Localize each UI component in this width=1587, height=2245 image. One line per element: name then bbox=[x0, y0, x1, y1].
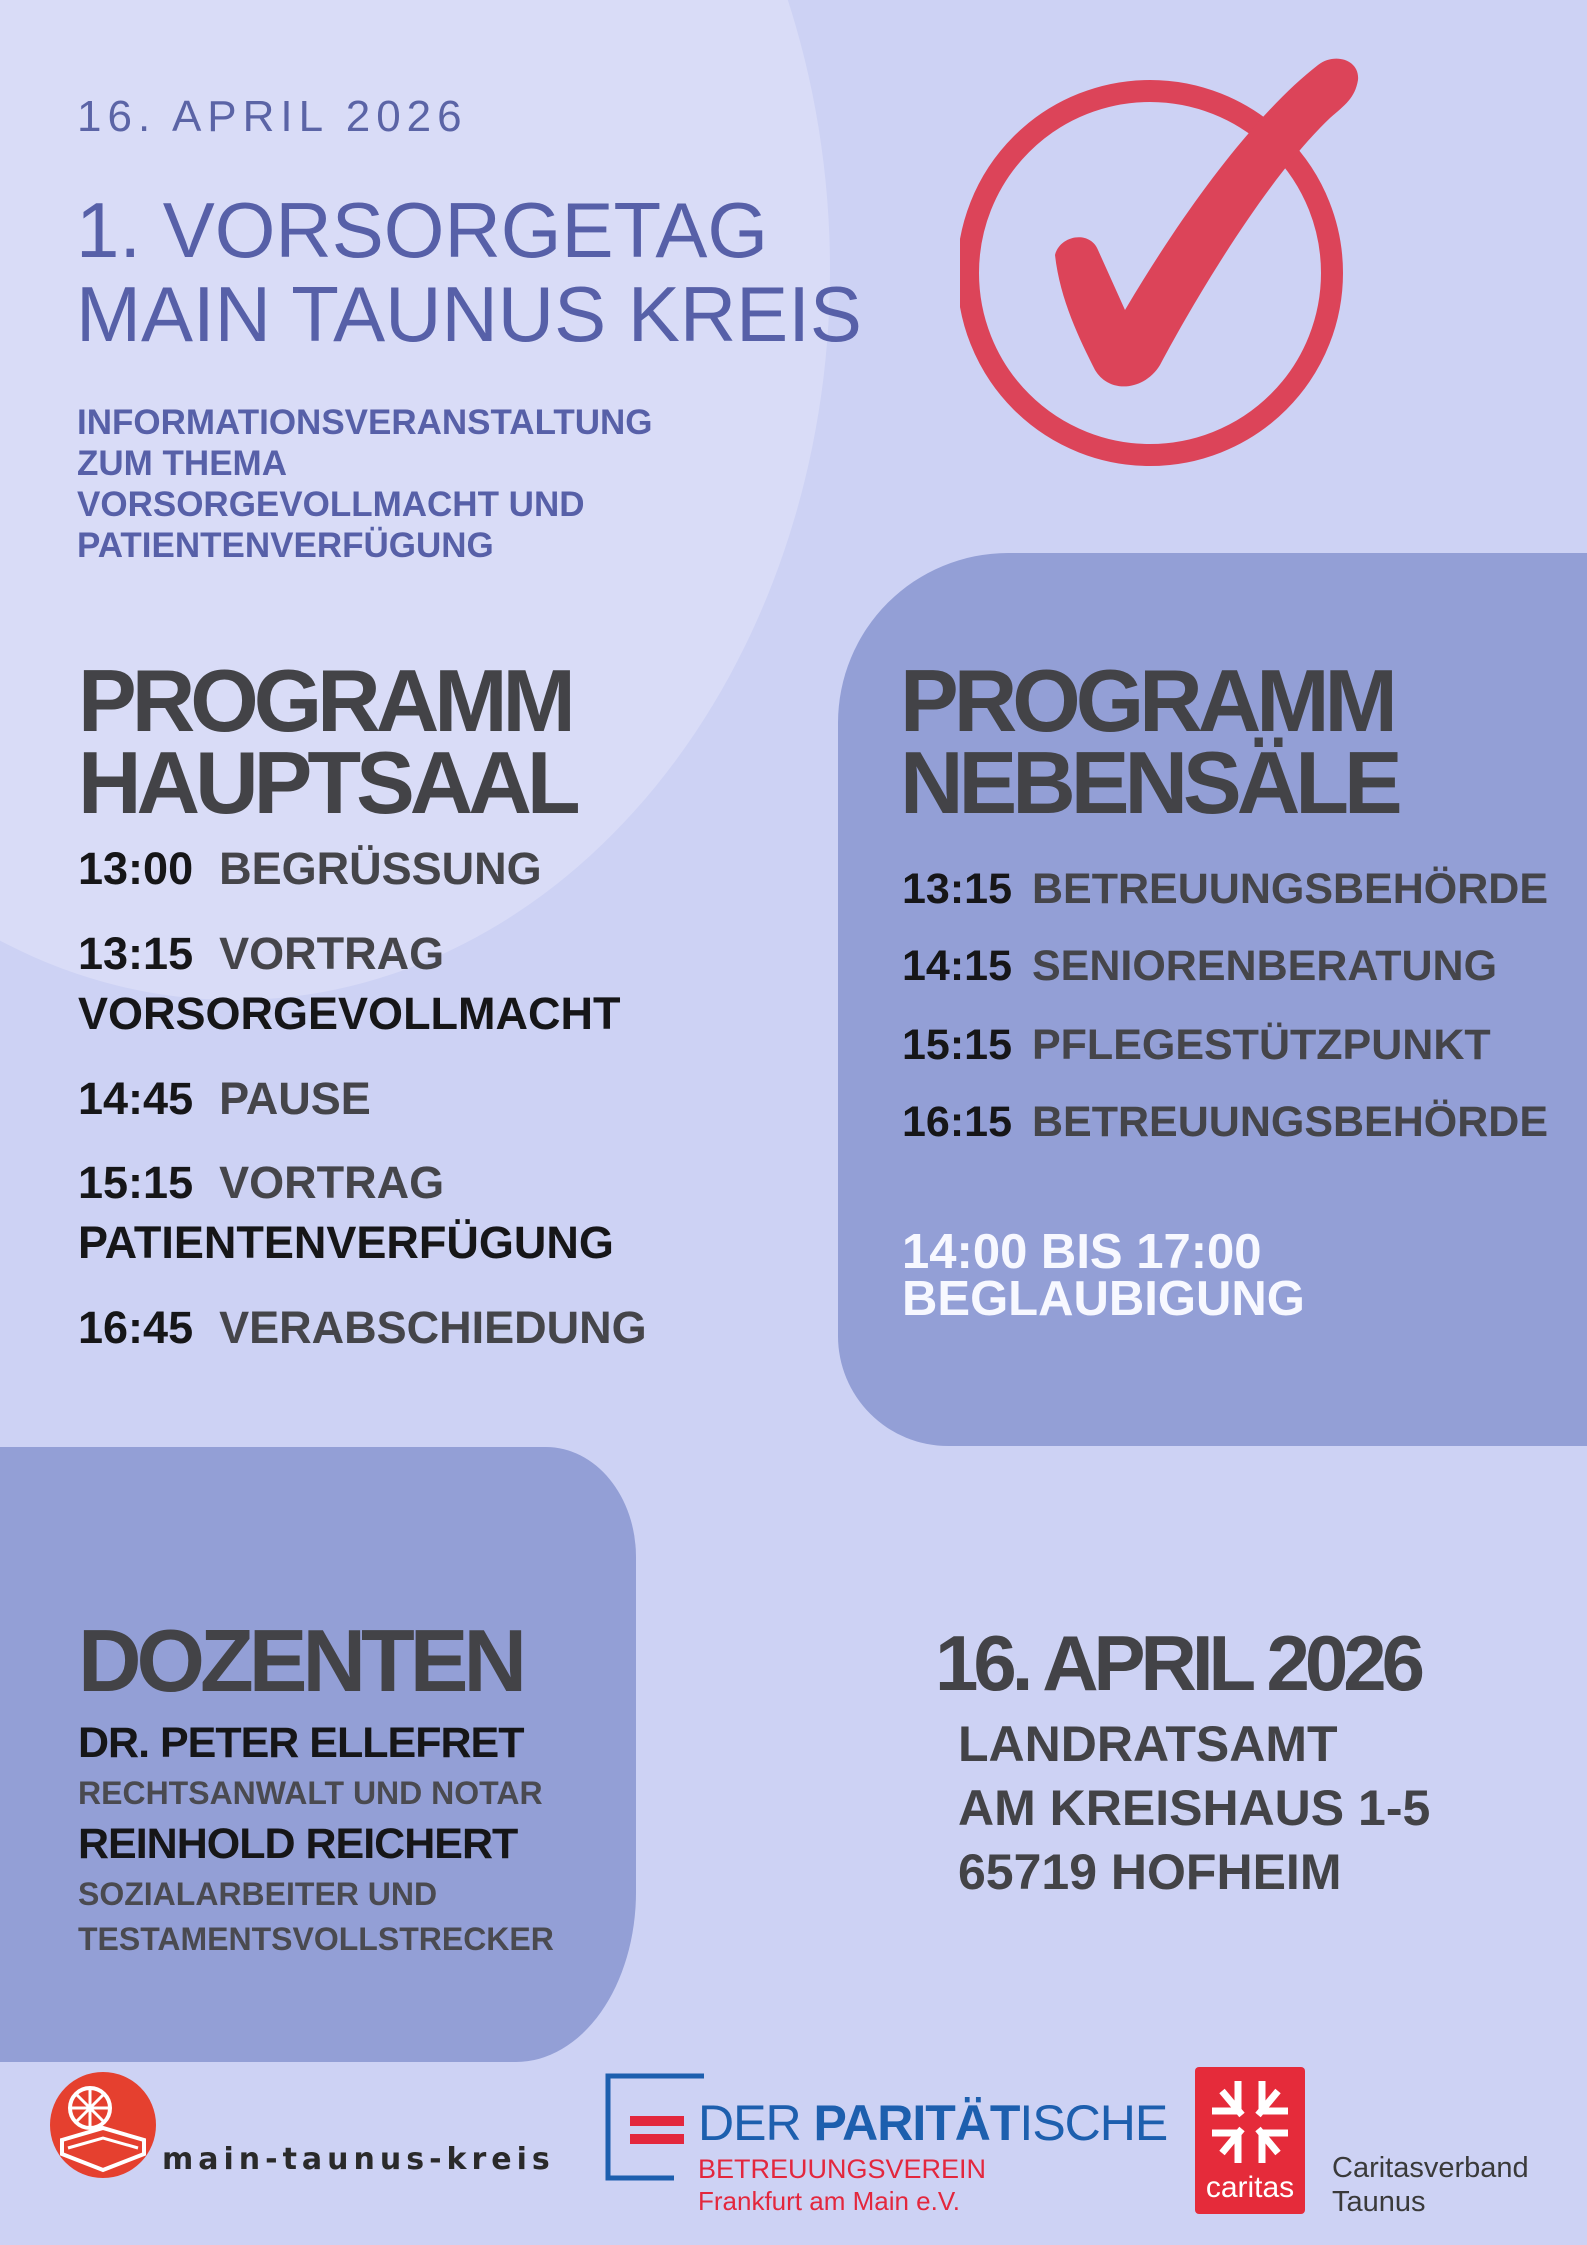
lecturer-role: TESTAMENTSVOLLSTRECKER bbox=[78, 1921, 554, 1957]
schedule-time: 14:45 bbox=[78, 1073, 194, 1124]
heading-line: PROGRAMM bbox=[78, 651, 571, 750]
schedule-time: 15:15 bbox=[902, 1021, 1012, 1069]
lecturer-name: REINHOLD REICHERT bbox=[78, 1820, 518, 1868]
schedule-label: PFLEGESTÜTZPUNKT bbox=[1031, 1021, 1491, 1069]
schedule-label: PAUSE bbox=[219, 1073, 371, 1124]
subtitle-line: PATIENTENVERFÜGUNG bbox=[77, 526, 494, 565]
schedule-label: BETREUUNGSBEHÖRDE bbox=[1031, 1098, 1549, 1146]
paritaet-bold: PARITÄT bbox=[813, 2095, 1020, 2151]
schedule-time: 14:15 bbox=[902, 942, 1012, 990]
schedule-row bbox=[78, 843, 542, 895]
schedule-label: VERABSCHIEDUNG bbox=[219, 1302, 647, 1353]
heading-line: PROGRAMM bbox=[900, 651, 1393, 750]
subtitle-line: ZUM THEMA bbox=[77, 444, 287, 483]
schedule-time: 16:45 bbox=[78, 1302, 194, 1353]
schedule-label-continued: PATIENTENVERFÜGUNG bbox=[78, 1217, 614, 1268]
schedule-row bbox=[902, 942, 1497, 991]
subtitle bbox=[77, 402, 653, 566]
lecturer-role: RECHTSANWALT UND NOTAR bbox=[78, 1775, 543, 1811]
beglaubigung-time: 14:00 BIS 17:00 bbox=[902, 1225, 1262, 1279]
schedule-label: VORTRAG bbox=[219, 1157, 445, 1208]
mtk-emblem-icon bbox=[48, 2070, 158, 2180]
schedule-label: VORTRAG bbox=[219, 928, 445, 979]
schedule-time: 16:15 bbox=[902, 1098, 1012, 1146]
schedule-row bbox=[78, 1302, 647, 1354]
caritas-line: Taunus bbox=[1332, 2186, 1426, 2218]
hauptsaal-heading bbox=[78, 651, 576, 832]
nebensaele-heading bbox=[900, 651, 1398, 832]
checkmark-icon bbox=[960, 50, 1380, 490]
caritas-cross-icon bbox=[1208, 2077, 1292, 2167]
schedule-label: BETREUUNGSBEHÖRDE bbox=[1031, 865, 1549, 913]
paritaet-emblem-icon bbox=[604, 2072, 710, 2182]
schedule-row bbox=[78, 1157, 444, 1209]
caritas-badge-text: caritas bbox=[1205, 2171, 1295, 2204]
paritaet-sub2: Frankfurt am Main e.V. bbox=[698, 2186, 961, 2216]
lecturer-name: DR. PETER ELLEFRET bbox=[78, 1719, 524, 1767]
venue-address bbox=[958, 1712, 1430, 1904]
schedule-row bbox=[78, 928, 444, 980]
schedule-label-continued: VORSORGEVOLLMACHT bbox=[78, 988, 621, 1039]
paritaet-name bbox=[698, 2094, 1167, 2152]
caritas-badge bbox=[1195, 2067, 1305, 2214]
schedule-label: SENIORENBERATUNG bbox=[1031, 942, 1498, 990]
subtitle-line: INFORMATIONSVERANSTALTUNG bbox=[77, 403, 653, 442]
beglaubigung-label: BEGLAUBIGUNG bbox=[902, 1272, 1305, 1326]
heading-line: HAUPTSAAL bbox=[78, 733, 576, 832]
paritaet-sub1: BETREUUNGSVEREIN bbox=[698, 2154, 987, 2184]
schedule-time: 13:15 bbox=[902, 865, 1012, 913]
schedule-row bbox=[902, 1098, 1548, 1147]
event-date: 16. APRIL 2026 bbox=[935, 1619, 1420, 1707]
page-title bbox=[76, 188, 862, 356]
schedule-row bbox=[902, 865, 1548, 914]
schedule-time: 13:15 bbox=[78, 928, 194, 979]
subtitle-line: VORSORGEVOLLMACHT UND bbox=[77, 485, 585, 524]
paritaet-der: DER bbox=[698, 2095, 814, 2151]
paritaet-rest: ISCHE bbox=[1019, 2095, 1168, 2151]
title-line-2: MAIN TAUNUS KREIS bbox=[76, 270, 862, 358]
schedule-time: 15:15 bbox=[78, 1157, 194, 1208]
venue-line: AM KREISHAUS 1-5 bbox=[958, 1780, 1431, 1836]
dozenten-heading: DOZENTEN bbox=[78, 1611, 522, 1710]
schedule-time: 13:00 bbox=[78, 843, 194, 894]
venue-line: LANDRATSAMT bbox=[958, 1716, 1338, 1772]
title-line-1: 1. VORSORGETAG bbox=[76, 186, 769, 274]
header-date: 16. APRIL 2026 bbox=[77, 92, 468, 141]
caritas-line: Caritasverband bbox=[1332, 2152, 1529, 2184]
mtk-logo-text: main-taunus-kreis bbox=[162, 2142, 555, 2177]
heading-line: NEBENSÄLE bbox=[900, 733, 1398, 832]
schedule-label: BEGRÜSSUNG bbox=[219, 843, 542, 894]
schedule-row bbox=[902, 1021, 1491, 1070]
lecturer-role: SOZIALARBEITER UND bbox=[78, 1876, 438, 1912]
schedule-row bbox=[78, 1073, 371, 1125]
venue-line: 65719 HOFHEIM bbox=[958, 1844, 1342, 1900]
caritas-name bbox=[1332, 2151, 1529, 2219]
beglaubigung-block bbox=[902, 1225, 1305, 1326]
